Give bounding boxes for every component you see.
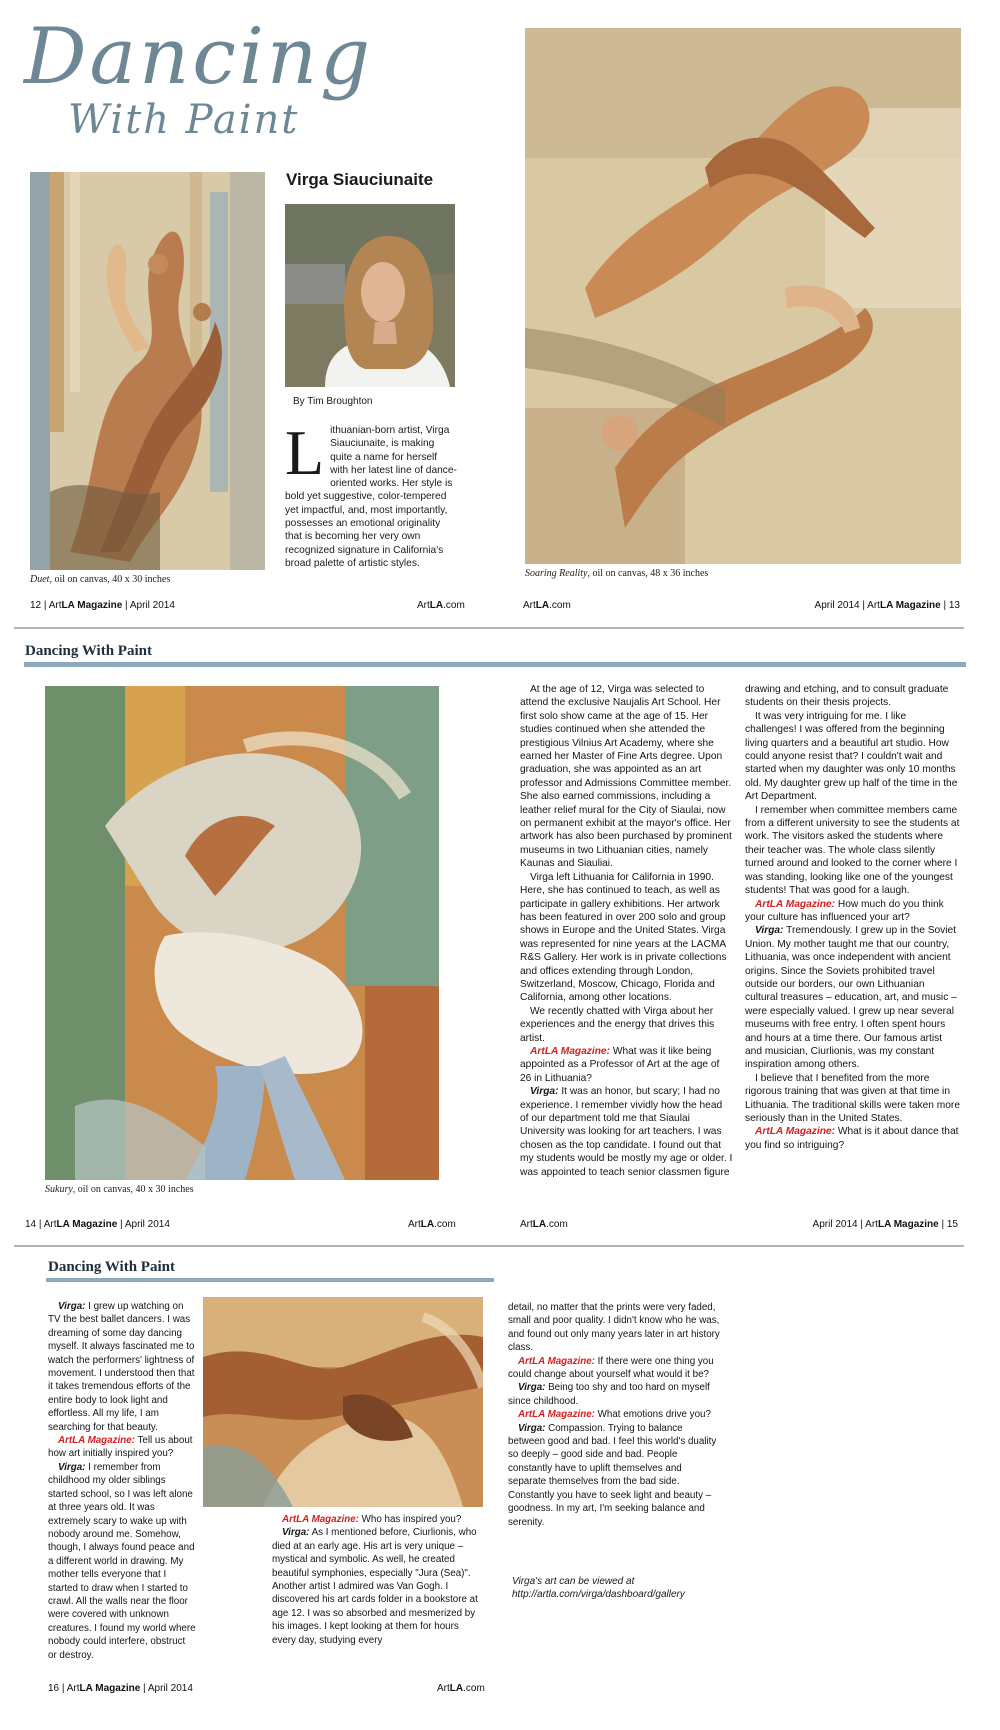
interviewer-label: ArtLA Magazine: — [530, 1045, 610, 1057]
divider — [14, 627, 964, 629]
page-footer-15 — [813, 1219, 958, 1230]
page-footer-13 — [815, 600, 960, 611]
footer-brand: LA Magazine — [879, 600, 941, 611]
interviewer-label: ArtLA Magazine: — [518, 1409, 595, 1421]
section-bar — [46, 1278, 494, 1282]
footer-brand: LA Magazine — [56, 1219, 118, 1230]
paragraph — [745, 898, 960, 925]
paragraph-text: It was very intriguing for me. I like challenges! I was offered from the beginning living quarters and a beautiful art studio. How could anyone resist that? I couldn't wait and started when my daughter was only 10 months old. My daughter grew up half of the time in the Art Department. — [745, 710, 958, 803]
article-column-1 — [48, 1300, 196, 1662]
caption-detail: , oil on canvas, 40 x 30 inches — [49, 574, 171, 585]
speaker-label: Virga: — [755, 925, 784, 937]
page-footer-16 — [48, 1683, 193, 1694]
site-brand: LA — [532, 1219, 547, 1230]
interviewer-label: ArtLA Magazine: — [282, 1514, 359, 1525]
interviewer-label: ArtLA Magazine: — [58, 1435, 135, 1447]
artist-portrait — [285, 204, 455, 387]
footer-brand: LA Magazine — [79, 1683, 141, 1694]
paragraph-text: I remember from childhood my older siblings started school, so I was left alone at three years old. It was extremely scary to wake up with nobody around me. Somehow, though, I always found peace and a different world in drawing. My mother tells everyone that I started to draw when I started to crawl. All the walls near the floor were covered with unknown creatures. I found my world where nobody could interfere, obstruct or destroy. — [48, 1461, 196, 1661]
site-pre: Art — [408, 1219, 421, 1230]
caption-title: Duet — [30, 574, 50, 585]
article-column-3 — [508, 1301, 720, 1529]
site-link-right[interactable] — [520, 1219, 568, 1230]
site-link-left[interactable] — [408, 1219, 456, 1230]
paragraph — [745, 710, 960, 804]
paragraph — [520, 871, 733, 1005]
paragraph-text: Compassion. Trying to balance between good and bad. I feel this world's duality so deeply – good side and bad. People constantly have to uplift themselves and separate themselves from the bad side. Constantly you have to seek light and beauty – goodness. In my art, I'm seeking balance and serenity. — [508, 1422, 717, 1528]
intro-text: ithuanian-born artist, Virga Siauciunaite, is making quite a name for herself with her latest line of dance-oriented works. Her style is bold yet suggestive, color-tempered yet impactful, and, most importantly, possesses an emotional originality that is becoming her very own recognized signature in California's broad palette of artistic styles. — [285, 425, 457, 569]
site-link-left[interactable] — [417, 600, 465, 611]
paragraph — [745, 924, 960, 1071]
paragraph-text: Being too shy and too hard on myself since childhood. — [508, 1382, 710, 1407]
section-title: Dancing With Paint — [25, 643, 152, 659]
speaker-label: Virga: — [58, 1301, 86, 1312]
painting-sukury — [45, 686, 439, 1180]
speaker-label: Virga: — [518, 1422, 546, 1434]
site-brand: LA — [420, 1219, 435, 1230]
footer-date: April 2014 | Art — [814, 600, 880, 611]
site-link-right[interactable] — [523, 600, 571, 611]
footer-page: 12 | Art — [30, 600, 62, 611]
footer-date: | April 2014 — [122, 600, 175, 611]
paragraph-text: At the age of 12, Virga was selected to attend the exclusive Naujalis Art School. Her first solo show came at the age of 15. Her studies continued when she attended the prestigious Vilnius Art Academy, where she earned her Master of Fine Arts degree. Upon graduation, she was appointed as an art professor and Admissions Committee member. She also earned commissions, including a leather relief mural for the City of Siaulai, now on permanent exhibit at the mayor's office. Her artwork has also been purchased by prominent museums in two Lithuanian cities, namely Kaunas and Siauliai. — [520, 684, 732, 870]
footer-date: | April 2014 — [117, 1219, 170, 1230]
intro-paragraph — [285, 417, 457, 570]
section-bar — [24, 662, 966, 667]
paragraph-text: drawing and etching, and to consult graduate students on their thesis projects. — [745, 684, 949, 709]
site-brand: LA — [535, 600, 550, 611]
caption-detail: , oil on canvas, 40 x 30 inches — [72, 1184, 194, 1195]
paragraph — [48, 1461, 196, 1662]
paragraph — [520, 683, 733, 871]
byline: By Tim Broughton — [293, 396, 373, 407]
paragraph-text: I believe that I benefited from the more rigorous training that was given at that time in Lithuania. The traditional skills were taken more seriously than in the United States. — [745, 1072, 960, 1124]
site-post: .com — [546, 1219, 568, 1230]
page-footer-14 — [25, 1219, 170, 1230]
site-post: .com — [443, 600, 465, 611]
page-footer-12 — [30, 600, 175, 611]
caption-duet — [30, 574, 170, 585]
painting-soaring-reality — [525, 28, 961, 564]
paragraph — [272, 1513, 482, 1526]
footer-page: | 13 — [940, 600, 960, 611]
paragraph-text: It was an honor, but scary; I had no experience. I remember vividly how the head of our department told me that Siaulai University was looking for art teachers. I was chosen as the top candidate. I found out that my students would be mostly my age or older. I was appointed to teach senior classmen figure — [520, 1086, 733, 1178]
paragraph-text: I grew up watching on TV the best ballet dancers. I was dreaming of some day dancing myself. It always fascinated me to watch the performers' lightness of movement. I understood then that it takes tremendous efforts of the entire body to look light and effortless. All my life, I am searching for that beauty. — [48, 1301, 195, 1433]
paragraph — [745, 804, 960, 898]
paragraph — [745, 1072, 960, 1126]
paragraph — [520, 1085, 733, 1179]
paragraph-text: Tremendously. I grew up in the Soviet Union. My mother taught me that our country, Lithuania, was once independent with ancient origins. Since the Soviets prohibited travel outside our borders, our own Lithuanian cultural treasures – education, art, and music – were especially valued. I grew up near several museums with free entry. I often spent hours and hours at a time there. Our famous artist and musician, Ciurlionis, was my constant inspiration among others. — [745, 925, 957, 1071]
site-brand: LA — [449, 1683, 464, 1694]
interviewer-label: ArtLA Magazine: — [518, 1355, 595, 1367]
site-brand: LA — [429, 600, 444, 611]
caption-detail: , oil on canvas, 48 x 36 inches — [587, 568, 709, 579]
paragraph — [520, 1045, 733, 1085]
site-link[interactable] — [437, 1683, 485, 1694]
paragraph-text: What is it about dance that you find so intriguing? — [745, 1126, 959, 1151]
footer-page: | 15 — [938, 1219, 958, 1230]
site-pre: Art — [520, 1219, 533, 1230]
speaker-label: Virga: — [530, 1086, 559, 1098]
paragraph — [508, 1422, 720, 1529]
paragraph — [745, 1125, 960, 1152]
paragraph-text: Virga left Lithuania for California in 1990. Here, she has continued to teach, as well as participate in gallery exhibitions. Her artwork has been featured in over 200 solo and group shows in Europe and the United States. Virga was represented for nine years at the LACMA R&S Gallery. Her work is in private collections and offices extending through London, Switzerland, Moscow, Chicago, Florida and California, among other locations. — [520, 871, 727, 1004]
artist-name: Virga Siauciunaite — [286, 170, 434, 189]
title-main: Dancing — [24, 12, 374, 102]
paragraph-text: What was it like being appointed as a Professor of Art at the age of 26 in Lithuania? — [520, 1045, 720, 1084]
dropcap: L — [285, 417, 325, 488]
site-post: .com — [463, 1683, 485, 1694]
speaker-label: Virga: — [58, 1461, 86, 1473]
paragraph — [272, 1526, 482, 1647]
article-column-2 — [272, 1513, 482, 1647]
footer-date: April 2014 | Art — [812, 1219, 878, 1230]
footer-date: | April 2014 — [140, 1683, 193, 1694]
site-pre: Art — [523, 600, 536, 611]
paragraph-text: Tell us about how art initially inspired you? — [48, 1435, 193, 1460]
paragraph-text: We recently chatted with Virga about her experiences and the energy that drives this artist. — [520, 1005, 715, 1044]
paragraph-text: detail, no matter that the prints were very faded, small and poor quality. I didn't know who he was, and found out only many years later in art history class. — [508, 1302, 720, 1354]
caption-title: Sukury — [45, 1184, 73, 1195]
footer-page: 16 | Art — [48, 1683, 80, 1694]
speaker-label: Virga: — [282, 1527, 310, 1539]
paragraph — [520, 1005, 733, 1045]
paragraph-text: If there were one thing you could change about yourself what would it be? — [508, 1355, 714, 1381]
section-title: Dancing With Paint — [48, 1259, 175, 1275]
paragraph-text: I remember when committee members came from a different university to see the students at work. The visitors asked the students where their teacher was. The whole class silently turned around and looked to the corner where I was standing, looking like one of the youngest students! That was good for a laugh. — [745, 804, 960, 897]
painting-detail — [203, 1297, 483, 1507]
paragraph — [508, 1408, 720, 1421]
footer-brand: LA Magazine — [877, 1219, 939, 1230]
caption-title: Soaring Reality — [525, 568, 588, 579]
paragraph-text: What emotions drive you? — [594, 1409, 711, 1421]
painting-duet — [30, 172, 265, 570]
caption-sukury — [45, 1184, 194, 1195]
paragraph-text: Who has inspired you? — [358, 1514, 462, 1525]
site-post: .com — [549, 600, 571, 611]
paragraph — [48, 1300, 196, 1434]
article-column-1 — [520, 683, 733, 1179]
paragraph-text: How much do you think your culture has influenced your art? — [745, 898, 944, 923]
interviewer-label: ArtLA Magazine: — [755, 1126, 835, 1138]
paragraph — [745, 683, 960, 710]
site-pre: Art — [417, 600, 430, 611]
interviewer-label: ArtLA Magazine: — [755, 898, 835, 910]
paragraph — [508, 1355, 720, 1382]
speaker-label: Virga: — [518, 1382, 546, 1394]
site-pre: Art — [437, 1683, 450, 1694]
paragraph — [48, 1434, 196, 1461]
footer-brand: LA Magazine — [61, 600, 123, 611]
caption-soaring-reality — [525, 568, 708, 579]
divider — [14, 1245, 964, 1247]
paragraph — [508, 1381, 720, 1408]
paragraph — [508, 1301, 720, 1355]
site-post: .com — [434, 1219, 456, 1230]
title-sub: With Paint — [68, 97, 300, 143]
footnote: Virga's art can be viewed at http://artla.com/virga/dashboard/gallery — [512, 1576, 685, 1601]
article-column-2 — [745, 683, 960, 1152]
paragraph-text: As I mentioned before, Ciurlionis, who died at an early age. His art is very unique – mystical and symbolic. As well, he created beautiful symphonies, especially "Jura (Sea)". Another artist I admired was Van Gogh. I discovered his art cards folder in a bookstore at age 12. I was so absorbed and mesmerized by his images. I kept looking at them for hours every day, studying every — [272, 1527, 478, 1646]
footer-page: 14 | Art — [25, 1219, 57, 1230]
